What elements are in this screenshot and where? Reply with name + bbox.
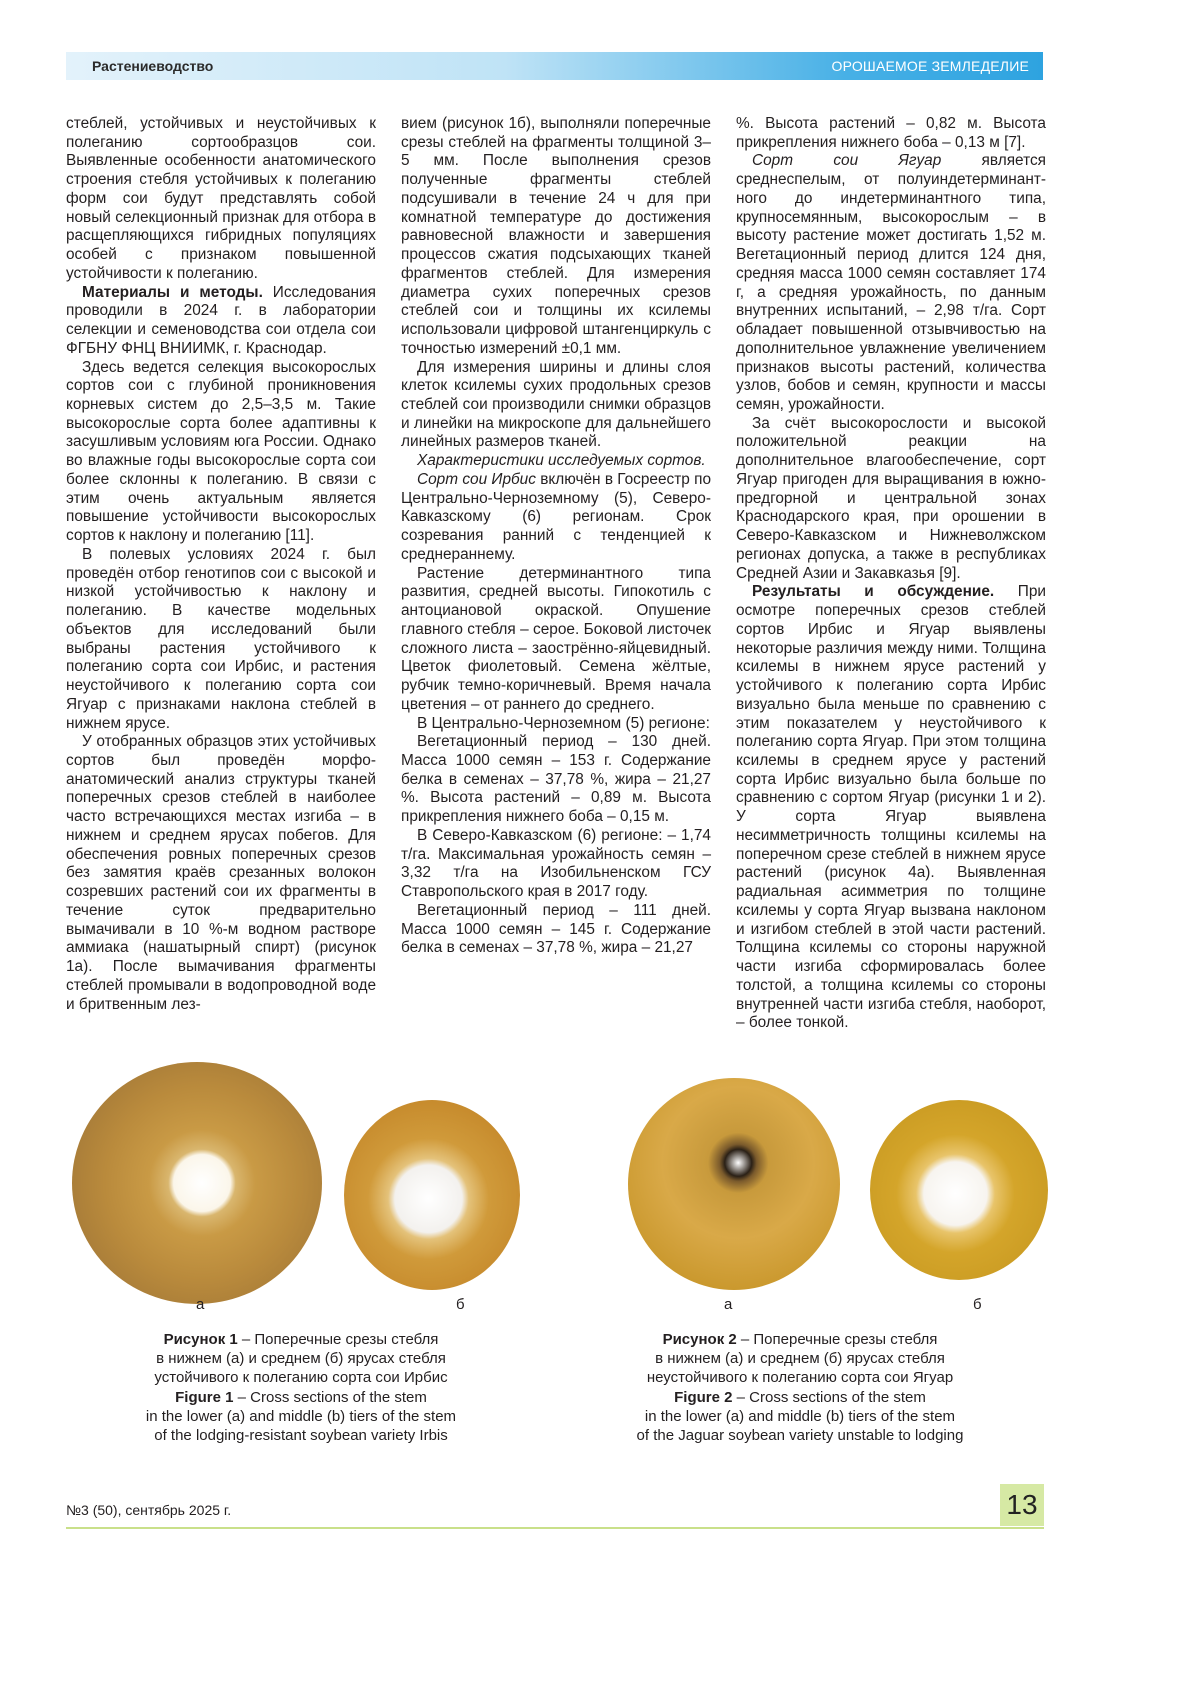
figure-1b-stem-cross-section-image [344, 1100, 520, 1290]
running-header [66, 52, 1043, 80]
text-column-3 [736, 115, 1046, 1033]
paragraph [401, 471, 711, 565]
paragraph [401, 359, 711, 453]
figure-1a-stem-cross-section-image [72, 1062, 322, 1304]
paragraph [401, 827, 711, 902]
paragraph [66, 546, 376, 733]
paragraph [736, 583, 1046, 1033]
body-text: Вегетационный период – 130 дней. Масса 1000 семян – 153 г. Содержание белка в семенах – 37,78 %, жира – 21,27 %. Высота растений – 0,89 м. Высота прикрепления нижнего боба – 0,15 м. [401, 733, 711, 826]
body-text: При осмотре поперечных срезов стеблей сортов Ирбис и Ягуар выявлены некоторые различия между ними. Толщина ксилемы в нижнем ярусе растений у устойчивого к полеганию сорта Ирбис визуально была меньше по сравнению с этим показателем у неустойчивого к полеганию сорта Ягуар. При этом толщина ксилемы в среднем ярусе у растений сорта Ирбис визуально была больше по сравнению с сортом Ягуар (рисунки 1 и 2). У сорта Ягуар выявлена несимметричность толщины ксилемы на поперечном срезе стеблей в нижнем ярусе растений (рисунок 4а). Выявленная радиальная асимметрия по толщине ксилемы у сорта Ягуар вызвана наклоном и изгибом стеблей в этой части растений. Толщина ксилемы со стороны наружной части изгиба сформировалась более толстой, а толщина ксилемы со стороны внутренней части изгиба стебля, наоборот, – более тонкой. [736, 583, 1046, 1032]
caption-text: in the lower (a) and middle (b) tiers of the stem [644, 1407, 956, 1425]
body-text: является среднеспелым, от полуиндетерминант-ного до индетерминантного типа, крупносемянным, высокорослым – в высоту растение может достигать 1,52 м. Вегетационный период длится 124 дня, средняя масса 1000 семян составляет 174 г, а средняя урожайность, по данным внутренних испытаний, – 2,98 т/га. Сорт обладает повышенной отзывчивостью на дополнительное увлажнение увеличением признаков высоты растений, количества узлов, бобов и семян, крупности и массы семян, урожайности. [736, 152, 1046, 414]
caption-line [91, 1368, 511, 1387]
figure-2a-stem-cross-section-image [628, 1078, 840, 1290]
bold-heading: Материалы и методы. [82, 283, 263, 301]
caption-text: – Cross sections of the stem [732, 1388, 926, 1406]
caption-line [91, 1388, 511, 1407]
body-text: У отобранных образцов этих устойчивых сортов был проведён морфо-анатомический анализ структуры тканей поперечных срезов стеблей в наиболее часто встречающихся местах изгиба – в нижнем и среднем ярусах побегов. Для обеспечения ровных поперечных срезов без замятия краёв срезанных волокон созревших растений сои их фрагменты в течение суток предварительно вымачивали в 10 %-м водном растворе аммиака (нашатырный спирт) (рисунок 1а). После вымачивания фрагменты стеблей промывали в водопроводной воде и бритвенным лез- [66, 733, 376, 1013]
body-text: вием (рисунок 1б), выполняли поперечные срезы стеблей на фрагменты толщиной 3–5 мм. После выполнения срезов полученные фрагменты стеблей подсушивали в течение 24 ч для при комнатной температуре до достижения равновесной влажности и завершения процессов сжатия подсыхающих тканей фрагментов стеблей. Для измерения диаметра сухих поперечных срезов стеблей сои и толщины их ксилемы использовали цифровой штангенциркуль с точностью измерений ±0,1 мм. [401, 115, 711, 357]
caption-text: in the lower (a) and middle (b) tiers of the stem [145, 1407, 457, 1425]
caption-line [91, 1426, 511, 1445]
figure-2-label-a: а [724, 1296, 733, 1313]
paragraph [401, 902, 711, 958]
paragraph [66, 284, 376, 359]
figure-2-caption [590, 1330, 1010, 1445]
italic-text: Сорт сои Ягуар [752, 152, 942, 170]
figure-1-label-b: б [456, 1296, 465, 1313]
caption-figure-label: Рисунок 1 [163, 1331, 238, 1348]
paragraph [66, 359, 376, 546]
text-column-2 [401, 115, 711, 958]
caption-line [590, 1368, 1010, 1387]
body-text: включён в Госреестр по Центрально-Черноземному (5), Северо-Кавказскому (6) регионам. Срок созревания ранний с тенденцией к среднераннему. [401, 470, 712, 563]
paragraph [736, 415, 1046, 584]
paragraph [736, 115, 1046, 152]
caption-line [590, 1407, 1010, 1426]
caption-line [590, 1330, 1010, 1349]
body-text: %. Высота растений – 0,82 м. Высота прикрепления нижнего боба – 0,13 м [7]. [736, 115, 1046, 151]
body-text: стеблей, устойчивых и неустойчивых к полеганию сортообразцов сои. Выявленные особенности анатомического строения стебля устойчивых к полеганию форм сои будут представлять собой новый селекционный признак для отбора в расщепляющихся гибридных популяциях особей с признаком повышенной устойчивости к полеганию. [66, 115, 376, 282]
caption-text: в нижнем (а) и среднем (б) ярусах стебля [655, 1350, 945, 1368]
paragraph [66, 115, 376, 284]
page-number: 13 [1000, 1484, 1044, 1526]
caption-figure-label: Figure 2 [674, 1388, 733, 1406]
bold-heading: Результаты и обсуждение. [752, 583, 995, 601]
body-text: Здесь ведется селекция высокорослых сортов сои с глубиной проникновения корневых систем до 2,5–3,5 м. Такие высокорослые сорта более адаптивны к засушливым условиям юга России. Однако во влажные годы высокорослые сорта сои более склонны к полеганию. В связи с этим очень актуальным является повышение устойчивости высокорослых сортов к наклону и полеганию [11]. [66, 358, 376, 545]
issue-info: №3 (50), сентябрь 2025 г. [66, 1502, 232, 1518]
caption-text: of the lodging-resistant soybean variety Irbis [154, 1427, 448, 1445]
caption-line [91, 1407, 511, 1426]
section-title: Растениеводство [92, 58, 214, 74]
figure-1-label-a: а [196, 1296, 205, 1313]
caption-line [91, 1330, 511, 1349]
italic-text: Сорт сои Ирбис [417, 470, 536, 488]
text-column-1 [66, 115, 376, 1014]
body-text: Исследования проводили в 2024 г. в лаборатории селекции и семеноводства сои отдела сои ФГБНУ ФНЦ ВНИИМК, г. Краснодар. [66, 283, 376, 357]
caption-text: устойчивого к полеганию сорта сои Ирбис [154, 1369, 448, 1387]
body-text: Для измерения ширины и длины слоя клеток ксилемы сухих продольных срезов стеблей сои производили снимки образцов и линейки на микроскопе для дальнейшего линейных размеров тканей. [401, 358, 711, 451]
body-text: В Центрально-Черноземном (5) регионе: [417, 714, 710, 732]
caption-line [590, 1349, 1010, 1368]
figure-1-caption [91, 1330, 511, 1445]
paragraph [736, 152, 1046, 414]
paragraph [401, 452, 711, 471]
body-text: В полевых условиях 2024 г. был проведён отбор генотипов сои с высокой и низкой устойчивостью к наклону и полеганию. В качестве модельных объектов для исследований были выбраны растения устойчивого к полеганию сорта сои Ирбис, и растения неустойчивого к полеганию сорта сои Ягуар с признаками наклона стеблей в нижнем ярусе. [66, 545, 376, 732]
figure-2b-stem-cross-section-image [870, 1100, 1048, 1280]
caption-line [91, 1349, 511, 1368]
caption-figure-label: Рисунок 2 [662, 1331, 737, 1348]
paragraph [401, 715, 711, 734]
caption-figure-label: Figure 1 [175, 1388, 234, 1406]
caption-text: – Поперечные срезы стебля [237, 1331, 439, 1348]
paragraph [401, 115, 711, 359]
footer-divider [66, 1527, 1044, 1529]
body-text: В Северо-Кавказском (6) регионе: – 1,74 т/га. Максимальная урожайность семян – 3,32 т/га на Изобильненском ГСУ Ставропольского края в 2017 году. [401, 826, 711, 901]
caption-line [590, 1426, 1010, 1445]
figure-2-label-b: б [973, 1296, 982, 1313]
caption-line [590, 1388, 1010, 1407]
paragraph [66, 733, 376, 1014]
body-text: Вегетационный период – 111 дней. Масса 1000 семян – 145 г. Содержание белка в семенах – 37,78 %, жира – 21,27 [401, 901, 711, 957]
caption-text: неустойчивого к полеганию сорта сои Ягуар [646, 1369, 954, 1387]
caption-text: – Поперечные срезы стебля [736, 1331, 938, 1348]
italic-text: Характеристики исследуемых сортов. [417, 452, 706, 470]
paragraph [401, 565, 711, 715]
body-text: За счёт высокорослости и высокой положительной реакции на дополнительное влагообеспечение, сорт Ягуар пригоден для выращивания в южно-предгорной и центральной зонах Краснодарского края, при орошении в Северо-Кавказском и Нижневолжском регионах допуска, а также в республиках Средней Азии и Закавказья [9]. [736, 414, 1046, 582]
journal-title: ОРОШАЕМОЕ ЗЕМЛЕДЕЛИЕ [831, 58, 1029, 74]
paragraph [401, 733, 711, 827]
caption-text: of the Jaguar soybean variety unstable to lodging [636, 1427, 964, 1445]
caption-text: в нижнем (а) и среднем (б) ярусах стебля [156, 1350, 446, 1368]
body-text: Растение детерминантного типа развития, средней высоты. Гипокотиль с антоциановой окраской. Опушение главного стебля – серое. Боковой листочек сложного листа – заострённо-яйцевидный. Цветок фиолетовый. Семена жёлтые, рубчик темно-коричневый. Время начала цветения – от раннего до среднего. [401, 564, 711, 713]
caption-text: – Cross sections of the stem [233, 1388, 427, 1406]
